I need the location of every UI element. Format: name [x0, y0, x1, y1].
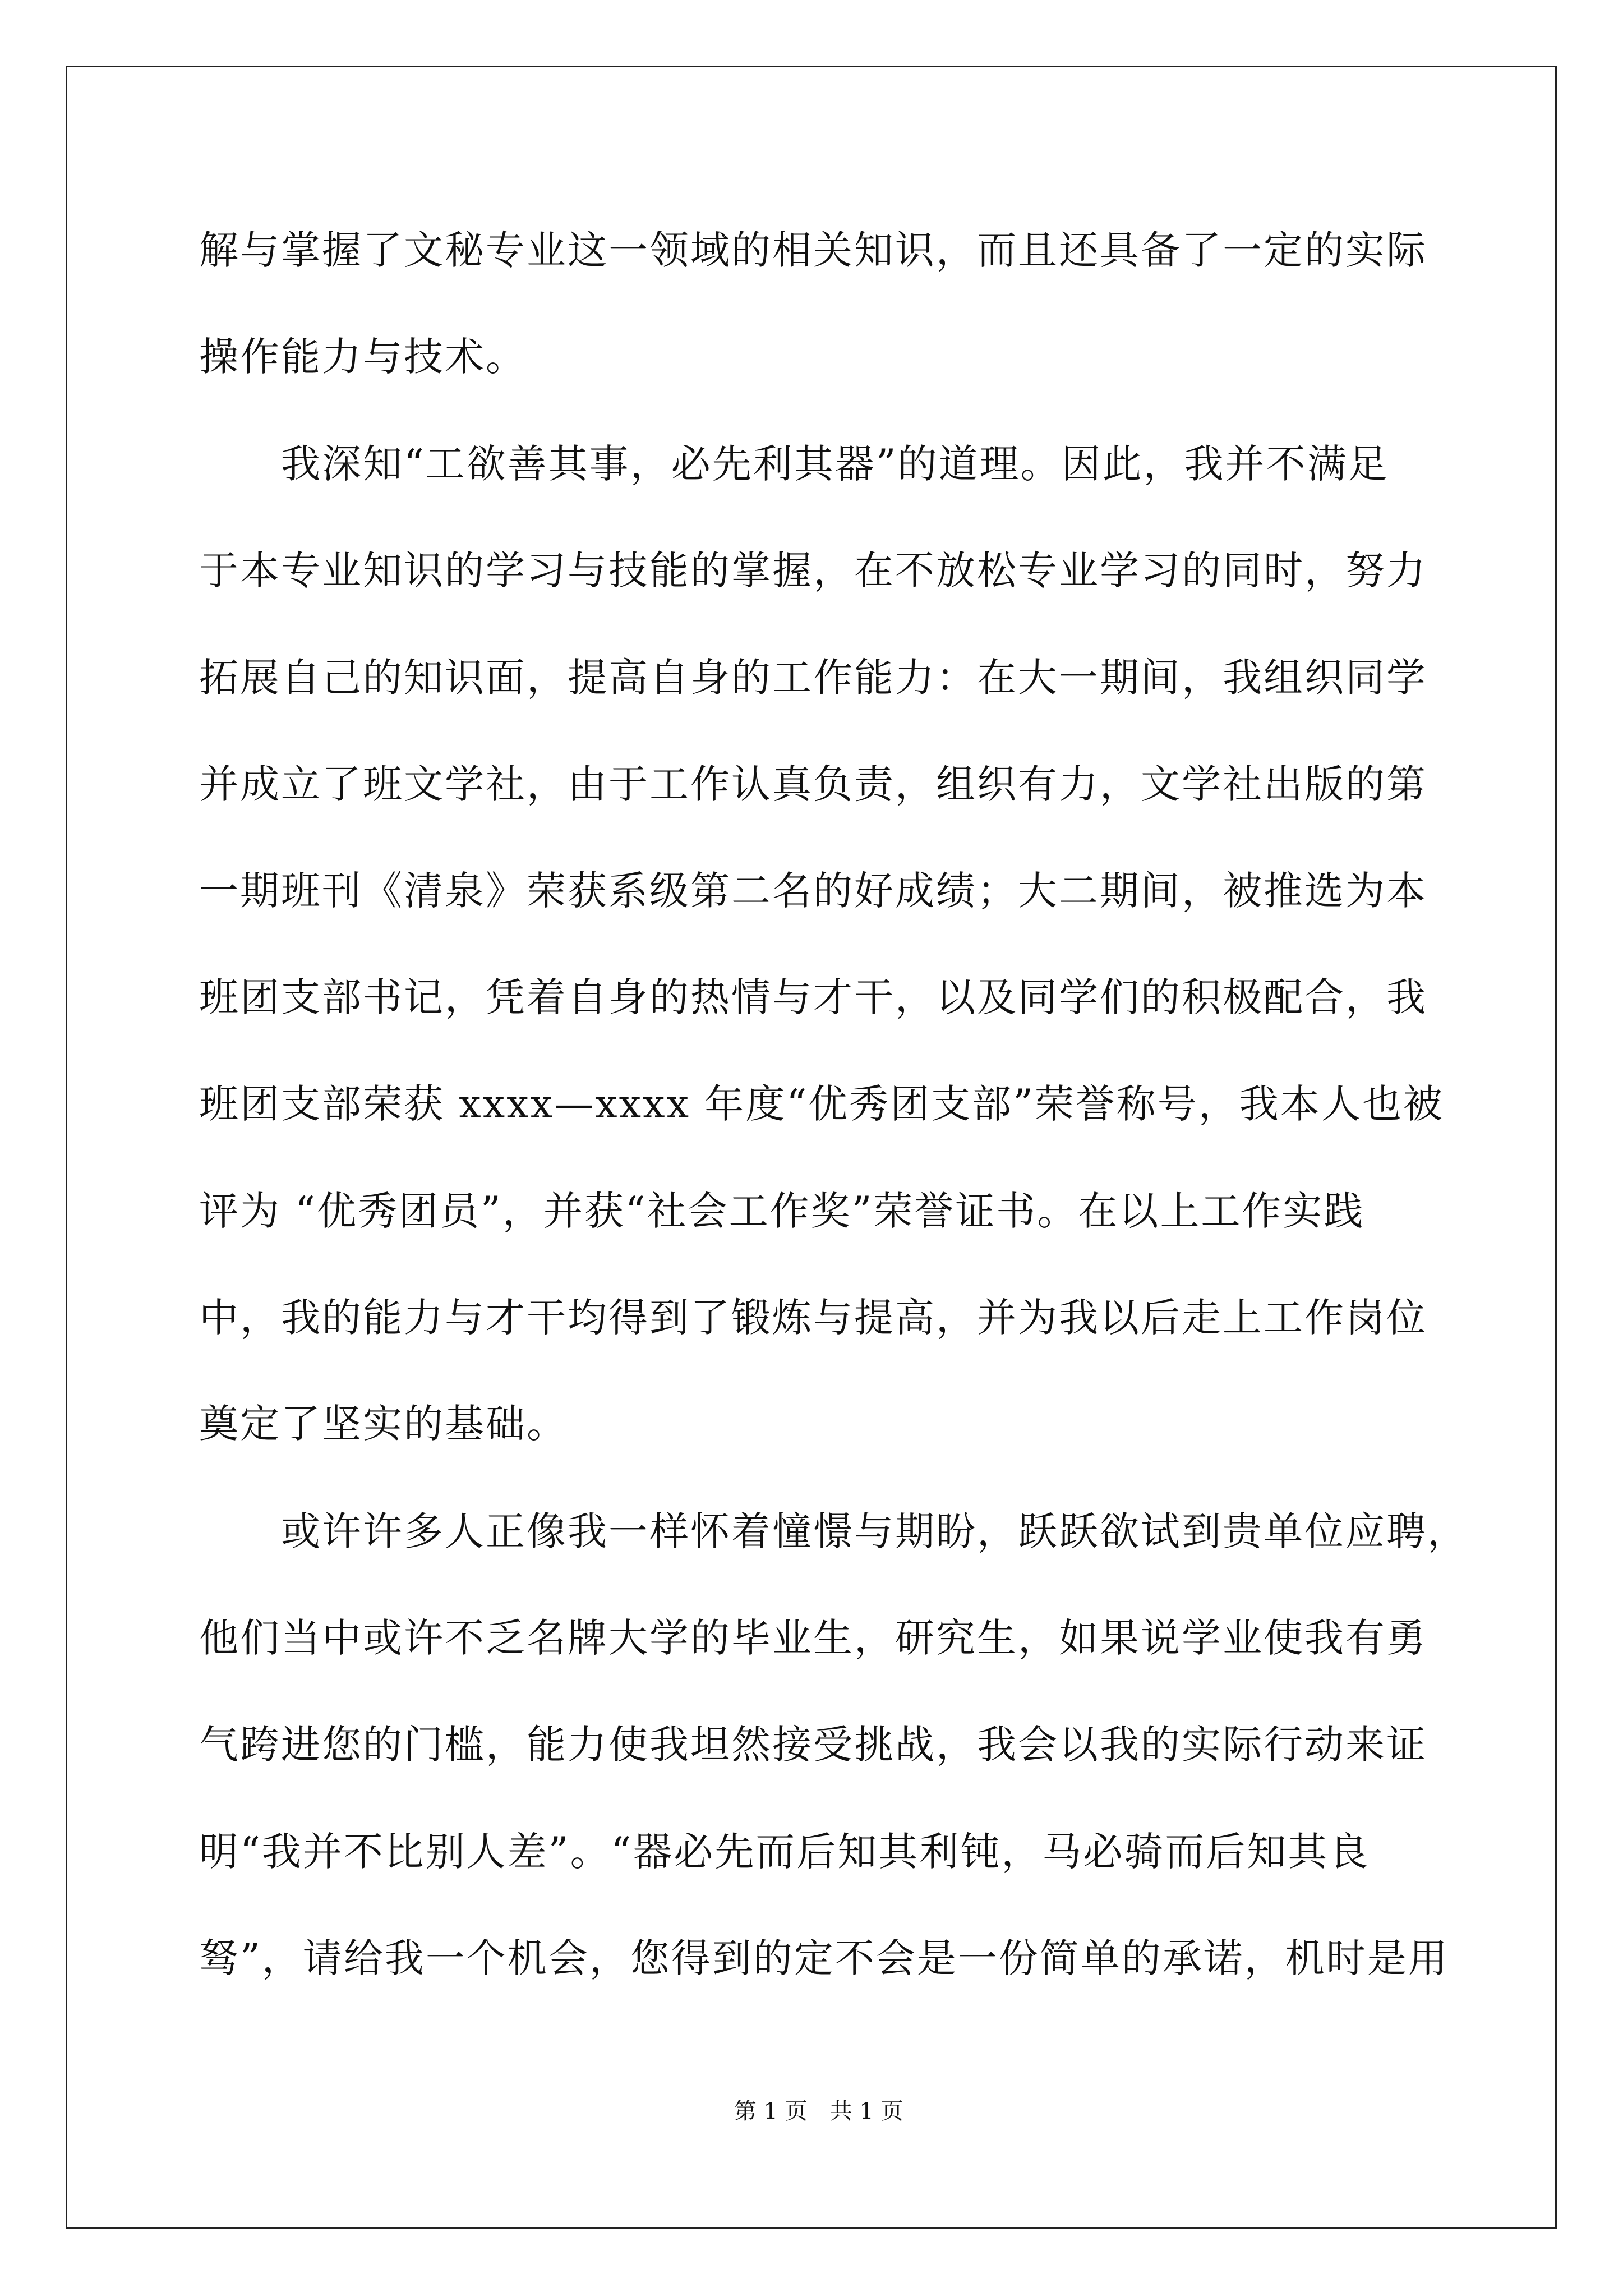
- text-line-6: 并成立了班文学社，由于工作认真负责，组织有力，文学社出版的第: [199, 761, 1427, 807]
- page-border: [66, 66, 1557, 2229]
- text-line-15: 气跨进您的门槛，能力使我坦然接受挑战，我会以我的实际行动来证: [199, 1722, 1427, 1768]
- text-line-2: 操作能力与技术。: [199, 334, 527, 380]
- page-indicator: 第 1 页 共 1 页: [734, 2099, 903, 2124]
- text-line-12: 奠定了坚实的基础。: [199, 1401, 568, 1447]
- text-line-10: 评为 “优秀团员”，并获“社会工作奖”荣誉证书。在以上工作实践: [199, 1188, 1365, 1234]
- text-line-9: 班团支部荣获 xxxx—xxxx 年度“优秀团支部”荣誉称号，我本人也被: [199, 1081, 1444, 1127]
- text-line-4: 于本专业知识的学习与技能的掌握，在不放松专业学习的同时，努力: [199, 547, 1427, 593]
- text-line-5: 拓展自己的知识面，提高自身的工作能力：在大一期间，我组织同学: [199, 655, 1427, 701]
- text-line-14: 他们当中或许不乏名牌大学的毕业生，研究生，如果说学业使我有勇: [199, 1615, 1427, 1661]
- text-line-3: 我深知“工欲善其事，必先利其器”的道理。因此，我并不满足: [199, 441, 1389, 487]
- text-line-1: 解与掌握了文秘专业这一领域的相关知识，而且还具备了一定的实际: [199, 227, 1427, 273]
- page-footer: [0, 2064, 1623, 2127]
- text-line-16: 明“我并不比别人差”。“器必先而后知其利钝，马必骑而后知其良: [199, 1829, 1370, 1875]
- text-line-8: 班团支部书记，凭着自身的热情与才干，以及同学们的积极配合，我: [199, 974, 1427, 1020]
- text-line-17: 驽”，请给我一个机会，您得到的定不会是一份简单的承诺，机时是用: [199, 1935, 1449, 1981]
- text-line-11: 中，我的能力与才干均得到了锻炼与提高，并为我以后走上工作岗位: [199, 1295, 1427, 1341]
- text-line-7: 一期班刊《清泉》荣获系级第二名的好成绩；大二期间，被推选为本: [199, 868, 1427, 914]
- text-line-13: 或许许多人正像我一样怀着憧憬与期盼，跃跃欲试到贵单位应聘，: [199, 1508, 1468, 1554]
